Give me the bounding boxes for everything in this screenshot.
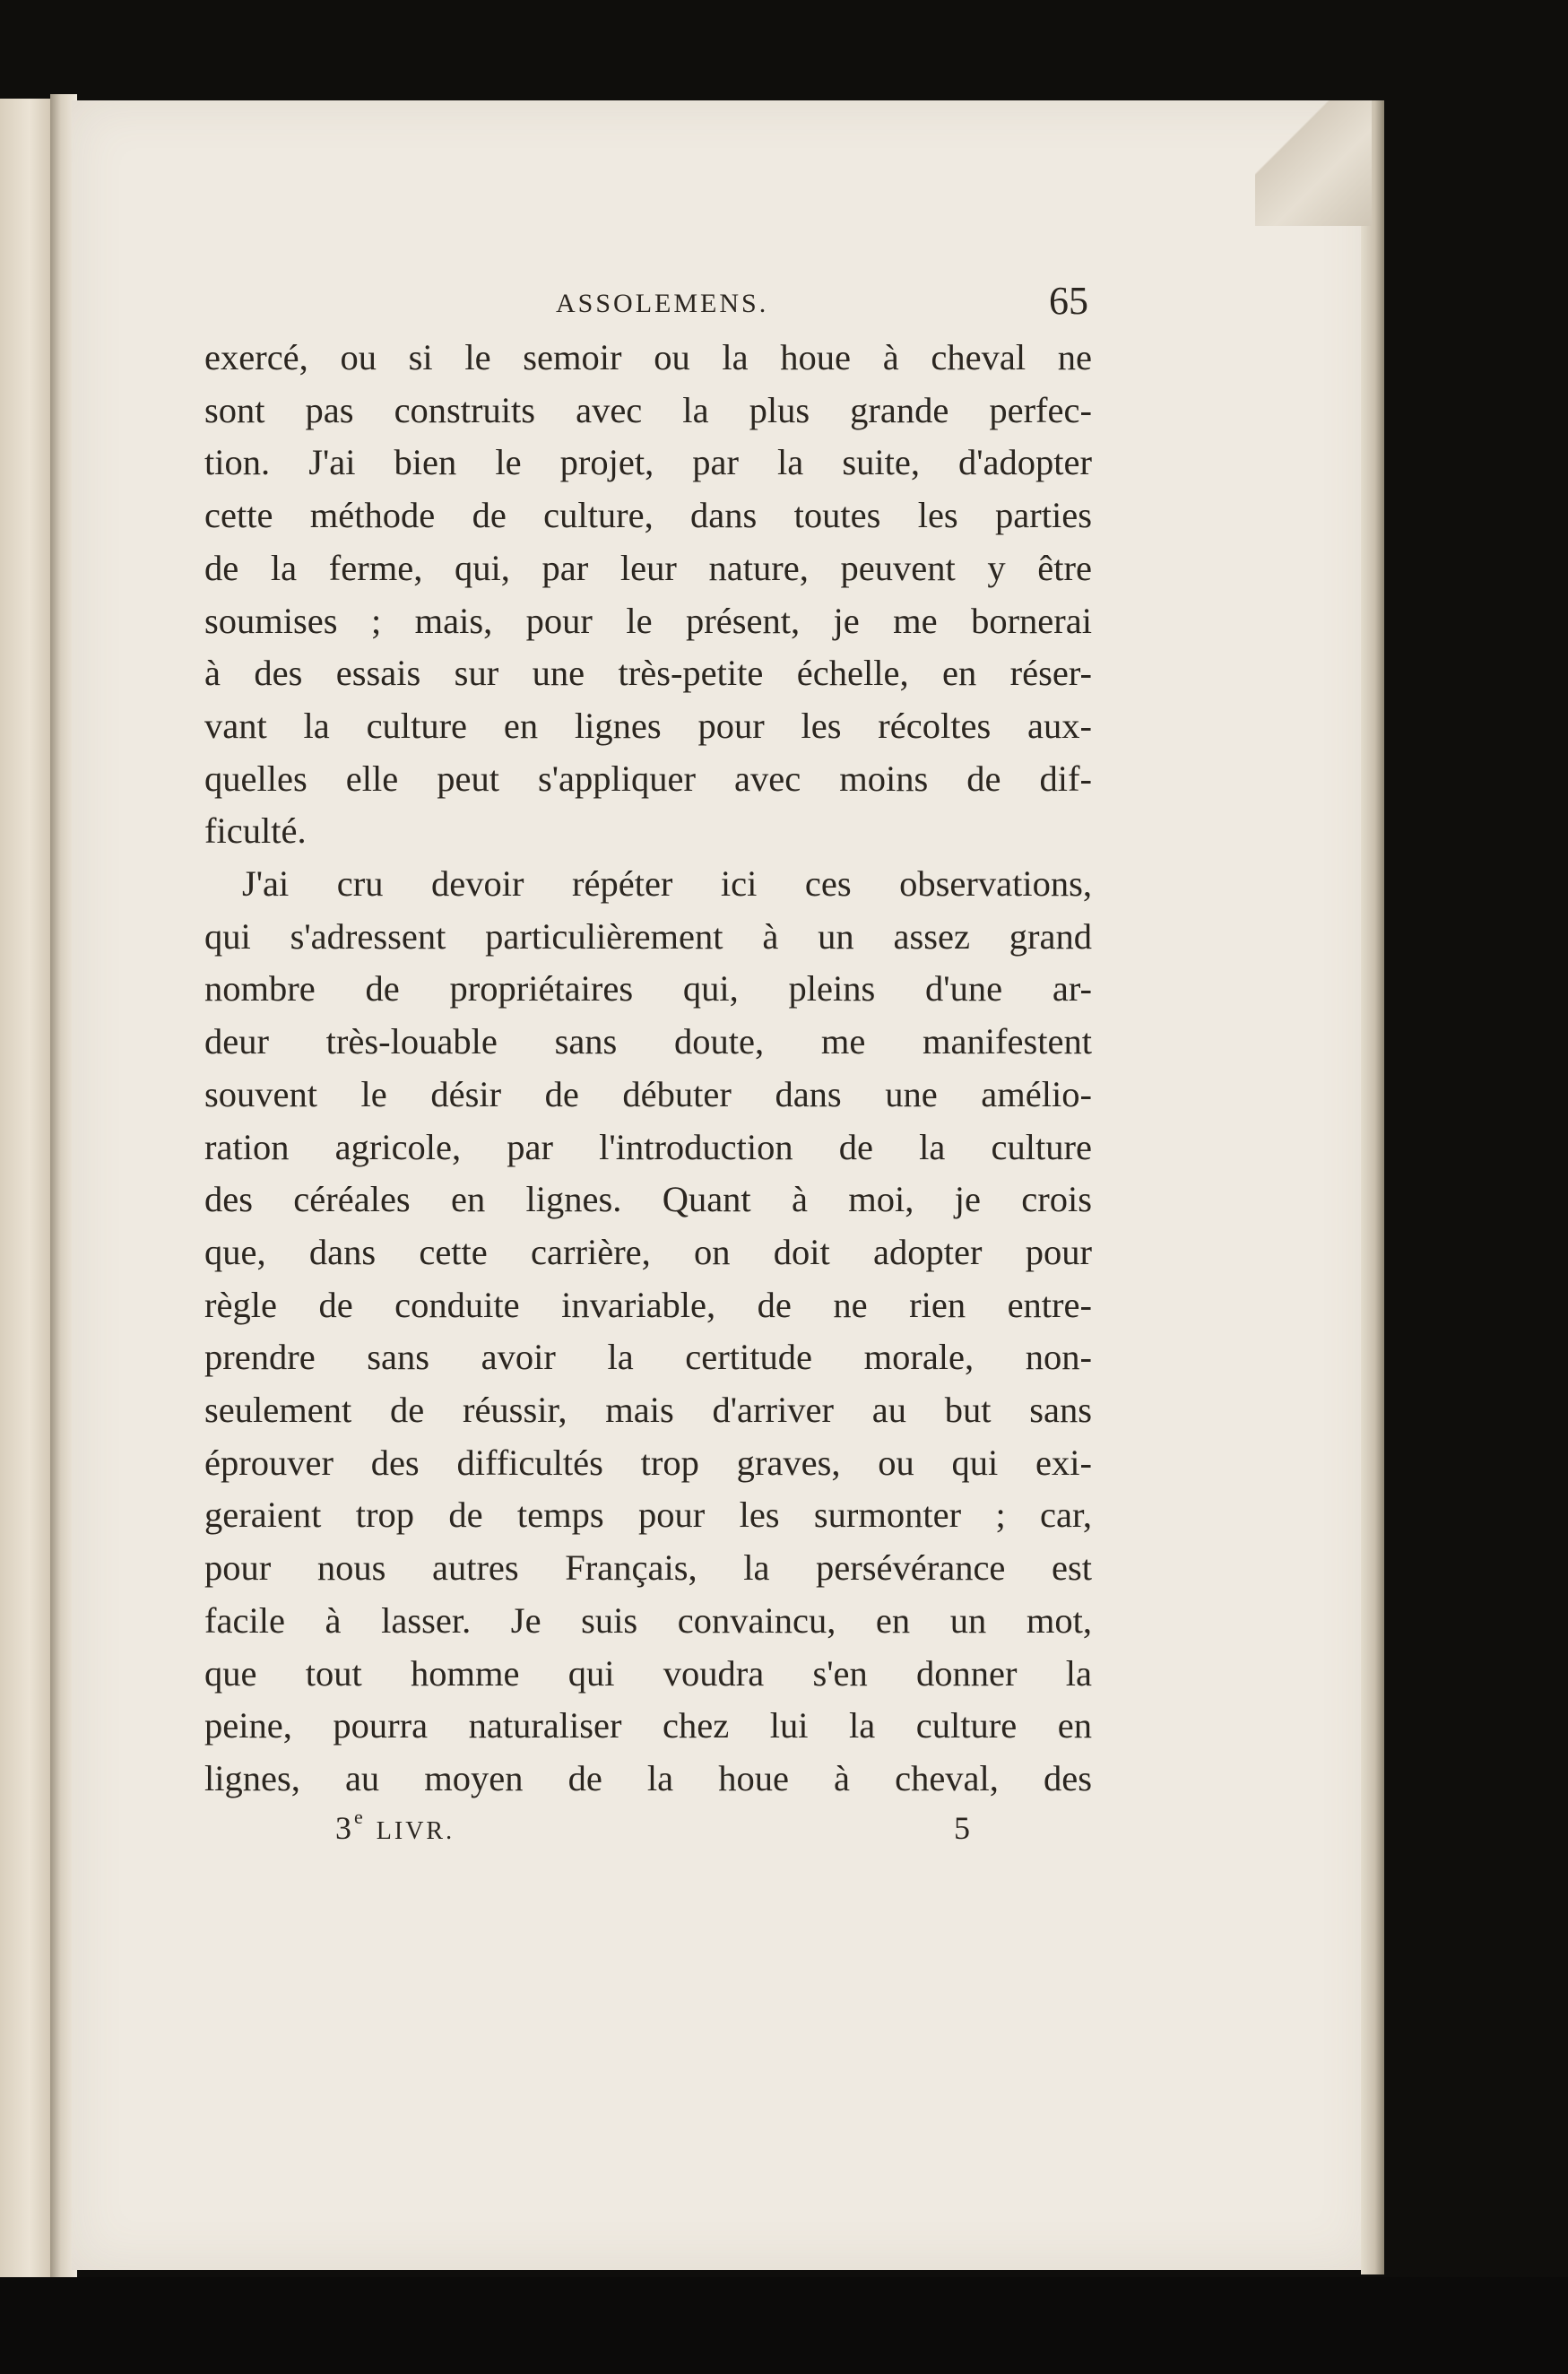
text-line: règle de conduite invariable, de ne rien entre- [204, 1284, 1092, 1325]
folded-corner [1255, 100, 1372, 226]
page-stack-edge [1361, 100, 1384, 2274]
text-line: qui s'adressent particulièrement à un assez grand [204, 915, 1092, 957]
body-text [204, 332, 1092, 1806]
gathering-number: 5 [954, 1809, 970, 1846]
text-line: soumises ; mais, pour le présent, je me bornerai [204, 600, 1092, 641]
text-line: vant la culture en lignes pour les récoltes aux- [204, 705, 1092, 746]
page-footer [204, 1805, 1092, 1863]
text-line: ficulté. [204, 810, 307, 852]
text-line: peine, pourra naturaliser chez lui la culture en [204, 1705, 1092, 1746]
text-line: sont pas construits avec la plus grande perfec- [204, 389, 1092, 430]
text-line: quelles elle peut s'appliquer avec moins de dif- [204, 758, 1092, 799]
signature-number: 3 [335, 1809, 354, 1846]
text-line: prendre sans avoir la certitude morale, non- [204, 1337, 1092, 1378]
text-line: seulement de réussir, mais d'arriver au but sans [204, 1390, 1092, 1431]
facing-page-edge [0, 99, 54, 2277]
text-line: facile à lasser. Je suis convaincu, en un mot, [204, 1599, 1092, 1641]
text-line: geraient trop de temps pour les surmonter ; car, [204, 1495, 1092, 1536]
paragraph-start-line: J'ai cru devoir répéter ici ces observations, [242, 863, 1092, 905]
text-line: des céréales en lignes. Quant à moi, je crois [204, 1179, 1092, 1220]
text-line: exercé, ou si le semoir ou la houe à cheval ne [204, 337, 1092, 377]
running-title: ASSOLEMENS. [556, 289, 769, 318]
text-line: cette méthode de culture, dans toutes les parties [204, 495, 1092, 536]
text-line: de la ferme, qui, par leur nature, peuvent y être [204, 547, 1092, 588]
text-line: que tout homme qui voudra s'en donner la [204, 1652, 1092, 1694]
signature-mark [335, 1805, 455, 1847]
text-line: deur très-louable sans doute, me manifestent [204, 1021, 1092, 1062]
text-line: ration agricole, par l'introduction de la culture [204, 1126, 1092, 1167]
scan-background [0, 2277, 1568, 2374]
running-head [204, 278, 1092, 332]
signature-superscript: e [354, 1805, 366, 1828]
text-line: à des essais sur une très-petite échelle, en réser- [204, 653, 1092, 694]
text-line: pour nous autres Français, la persévérance est [204, 1547, 1092, 1589]
text-line: souvent le désir de débuter dans une amélio- [204, 1073, 1092, 1114]
text-line: lignes, au moyen de la houe à cheval, des [204, 1757, 1092, 1798]
page-number: 65 [1049, 279, 1088, 323]
page-content [204, 278, 1092, 1863]
text-line: tion. J'ai bien le projet, par la suite, d'adopter [204, 442, 1092, 483]
signature-label: LIVR. [376, 1816, 455, 1845]
text-line: éprouver des difficultés trop graves, ou qui exi- [204, 1442, 1092, 1483]
text-line: nombre de propriétaires qui, pleins d'une ar- [204, 968, 1092, 1009]
text-line: que, dans cette carrière, on doit adopter pour [204, 1231, 1092, 1272]
